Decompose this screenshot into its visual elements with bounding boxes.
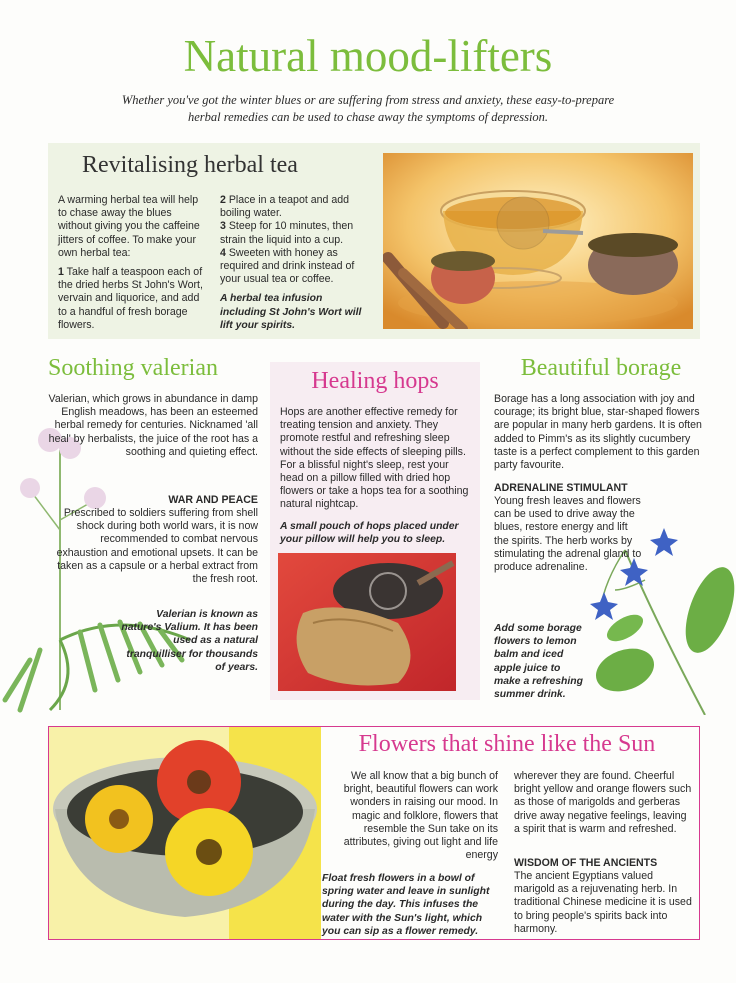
flowers-title: Flowers that shine like the Sun bbox=[358, 731, 656, 757]
step-number: 3 bbox=[220, 220, 226, 233]
tea-column-left bbox=[58, 194, 206, 332]
tea-step-2 bbox=[220, 194, 370, 220]
tea-step-1 bbox=[58, 266, 206, 332]
tea-column-right bbox=[220, 194, 370, 332]
hops-caption: A small pouch of hops placed under your pillow will help you to sleep. bbox=[280, 521, 459, 546]
borage-title: Beautiful borage bbox=[520, 355, 682, 381]
step-text: Place in a teapot and add boiling water. bbox=[220, 194, 350, 220]
valerian-caption: Valerian is known as nature's Valium. It has been used as a natural tranquilliser for thousands of years. bbox=[121, 609, 258, 673]
borage-text: Borage has a long association with joy and courage; its bright blue, star-shaped flowers are popular in many herb gardens. It is often added to Pimm's as its slightly cucumbery taste is a perfect complement to this garden party favourite. bbox=[494, 393, 702, 472]
hops-text: Hops are another effective remedy for treating tension and anxiety. They promote restful and refreshing sleep without the side effects of sleeping pills. For a blissful night's sleep, rest your head on a pillow filled with dried hop flowers or take a hops tea for a soothing natural nightcap. bbox=[280, 406, 469, 511]
flowers-caption: Float fresh flowers in a bowl of spring water and leave in sunlight during the day. This infuses the water with the Sun's light, which you can sip as a flower remedy. bbox=[322, 873, 490, 937]
step-number: 4 bbox=[220, 246, 226, 259]
borage-caption: Add some borage flowers to lemon balm and iced apple juice to make a refreshing summer drink. bbox=[494, 623, 583, 701]
borage-subhead: ADRENALINE STIMULANT bbox=[494, 482, 628, 494]
valerian-subhead: WAR AND PEACE bbox=[168, 494, 258, 506]
yellow-gerbera bbox=[85, 785, 153, 853]
hops-pouch-photo bbox=[278, 553, 456, 691]
tea-intro: A warming herbal tea will help to chase away the blues without giving you the caffeine jitters of coffee. To make your own herbal tea: bbox=[58, 194, 200, 259]
step-text: Sweeten with honey as required and drink instead of your usual tea or coffee. bbox=[220, 246, 355, 286]
valerian-text-2: Prescribed to soldiers suffering from shell shock during both world wars, it is now recommended to combat nervous exhaustion and emotional upsets. It can be taken as a capsule or a herbal extract from the fresh root. bbox=[56, 507, 258, 586]
step-text: Steep for 10 minutes, then strain the liquid into a cup. bbox=[220, 220, 354, 246]
flowers-text-1: We all know that a big bunch of bright, beautiful flowers can work wonders in raising our mood. In magic and folklore, flowers that resemble the Sun take on its attributes, giving out light and life energy bbox=[343, 770, 498, 862]
hops-title: Healing hops bbox=[311, 368, 439, 394]
borage-text-2: Young fresh leaves and flowers can be used to drive away the blues, restore energy and lift the spirits. The herb works by stimulating the adrenal gland to produce adrenaline. bbox=[494, 495, 642, 574]
valerian-text: Valerian, which grows in abundance in damp English meadows, has been an esteemed herbal remedy for centuries. Nicknamed 'all heal' by herbalists, the juice of the root has a soothing and quieting effect. bbox=[48, 393, 258, 458]
page-title: Natural mood-lifters bbox=[183, 31, 553, 81]
flowers-text-2: wherever they are found. Cheerful bright yellow and orange flowers such as those of marigolds and gerberas drive away negative feelings, leaving a spirit that is warm and refreshed. bbox=[514, 770, 692, 835]
tea-step-3 bbox=[220, 220, 370, 246]
marigold bbox=[165, 808, 253, 896]
flower-bowl-photo bbox=[49, 727, 321, 939]
step-number: 1 bbox=[58, 266, 64, 279]
tea-caption: A herbal tea infusion including St John's Wort will lift your spirits. bbox=[220, 293, 362, 331]
step-number: 2 bbox=[220, 194, 226, 206]
flowers-text-3: The ancient Egyptians valued marigold as a rejuvenating herb. In traditional Chinese medicine it is used to bring people's spirits back into harmony. bbox=[514, 870, 692, 935]
tea-step-4 bbox=[220, 247, 370, 287]
tea-title: Revitalising herbal tea bbox=[82, 152, 298, 178]
valerian-title: Soothing valerian bbox=[48, 355, 218, 381]
herbal-tea-photo bbox=[383, 153, 693, 329]
flowers-subhead: WISDOM OF THE ANCIENTS bbox=[514, 857, 658, 869]
page-intro: Whether you've got the winter blues or are suffering from stress and anxiety, these easy-to-prepare herbal remedies can be used to chase away the symptoms of depression. bbox=[121, 93, 615, 124]
step-text: Take half a teaspoon each of the dried herbs St John's Wort, vervain and liquorice, and add to a handful of fresh borage flowers. bbox=[58, 266, 203, 331]
